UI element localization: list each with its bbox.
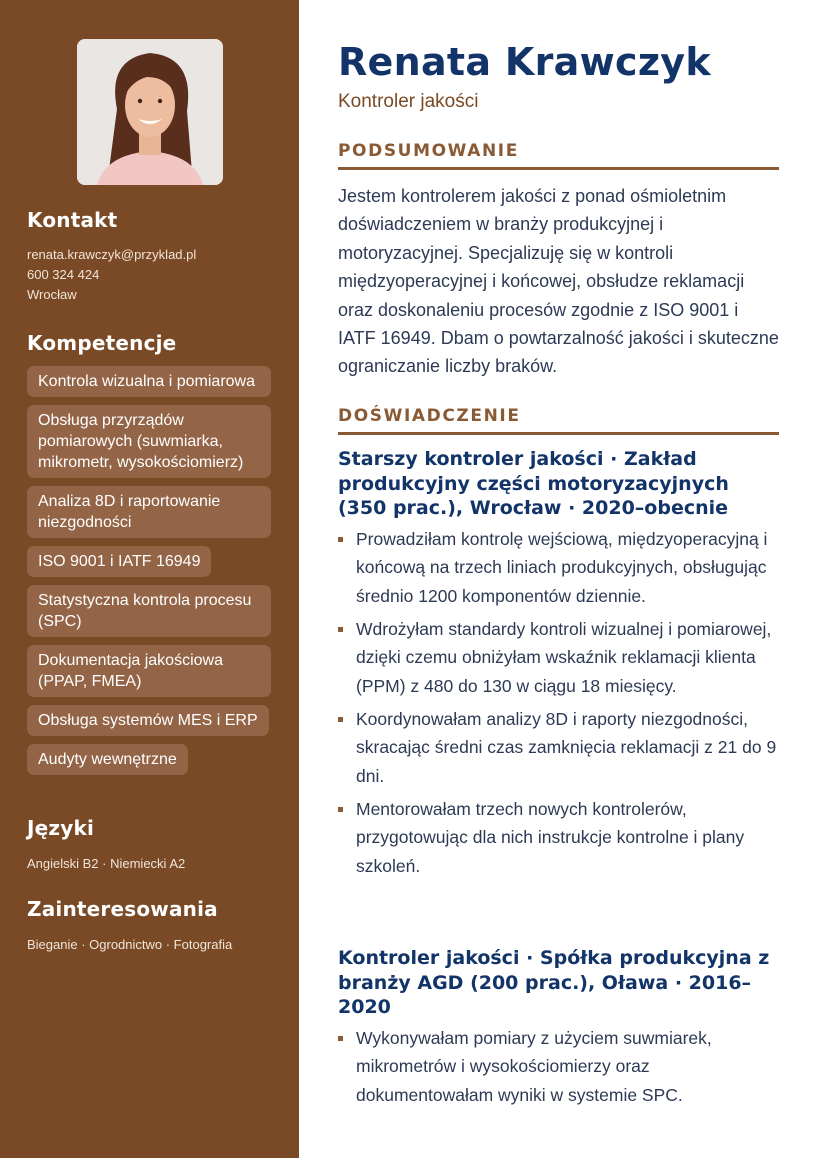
summary-text: Jestem kontrolerem jakości z ponad ośmioletnim doświadczeniem w branży produkcyjnej i motoryzacyjnej. Specjalizuję się w kontroli międzyoperacyjnej i końcowej, obsłudze reklamacji oraz doskonaleniu procesów zgodnie z ISO 9001 i IATF 16949. Dbam o powtarzalność jakości i skuteczne ograniczanie liczby braków. xyxy=(338,186,779,377)
skills-heading: Kompetencje xyxy=(27,331,177,355)
bullet-text: Mentorowałam trzech nowych kontrolerów, przygotowując dla nich instrukcje kontrolne i plany szkoleń. xyxy=(356,798,745,876)
contact-section xyxy=(27,208,277,305)
summary-heading: PODSUMOWANIE xyxy=(338,141,779,170)
skill-chip: Obsługa systemów MES i ERP xyxy=(27,705,269,736)
interests-section xyxy=(27,897,287,955)
interests-heading: Zainteresowania xyxy=(27,897,218,921)
job-title: Kontroler jakości · Spółka produkcyjna z branży AGD (200 prac.), Oława · 2016–2020 xyxy=(338,947,770,1018)
bullet-icon xyxy=(338,1036,343,1041)
list-item xyxy=(338,1024,779,1110)
bullet-text: Wdrożyłam standardy kontroli wizualnej i pomiarowej, dzięki czemu obniżyłam wskaźnik reklamacji klienta (PPM) z 480 do 130 w ciągu 18 miesięcy. xyxy=(356,618,772,696)
bullet-text: Koordynowałam analizy 8D i raporty niezgodności, skracając średni czas zamknięcia reklamacji z 21 do 9 dni. xyxy=(356,708,777,786)
experience-heading: DOŚWIADCZENIE xyxy=(338,406,779,435)
languages-heading: Języki xyxy=(27,816,95,840)
interests-text: Bieganie · Ogrodnictwo · Fotografia xyxy=(27,937,233,952)
bullet-text: Wykonywałam pomiary z użyciem suwmiarek, mikrometrów i wysokościomierzy oraz dokumentowałam wyniki w systemie SPC. xyxy=(356,1027,712,1105)
skill-chip: Kontrola wizualna i pomiarowa xyxy=(27,366,271,397)
city-text: Wrocław xyxy=(27,287,77,302)
list-item xyxy=(338,525,779,611)
skill-chip: Statystyczna kontrola procesu (SPC) xyxy=(27,585,271,637)
skill-chip: Analiza 8D i raportowanie niezgodności xyxy=(27,486,271,538)
profile-photo xyxy=(77,39,223,185)
person-name: Renata Krawczyk xyxy=(338,40,711,84)
skill-chip: ISO 9001 i IATF 16949 xyxy=(27,546,211,577)
job-entry xyxy=(338,946,779,1114)
job-title: Starszy kontroler jakości · Zakład produkcyjny części motoryzacyjnych (350 prac.), Wrocław · 2020–obecnie xyxy=(338,448,729,519)
skill-chip: Audyty wewnętrzne xyxy=(27,744,188,775)
phone-text: 600 324 424 xyxy=(27,267,100,282)
portrait-image xyxy=(77,39,223,185)
bullet-icon xyxy=(338,627,343,632)
job-role: Kontroler jakości xyxy=(338,91,479,112)
bullet-icon xyxy=(338,537,343,542)
skill-chip: Obsługa przyrządów pomiarowych (suwmiarka, mikrometr, wysokościomierz) xyxy=(27,405,271,478)
list-item xyxy=(338,615,779,701)
bullet-text: Prowadziłam kontrolę wejściową, międzyoperacyjną i końcową na trzech liniach produkcyjnych, obsługując średnio 1200 komponentów dziennie. xyxy=(356,528,768,606)
languages-section xyxy=(27,816,277,874)
job-bullets xyxy=(338,525,779,881)
bullet-icon xyxy=(338,807,343,812)
list-item xyxy=(338,705,779,791)
job-bullets xyxy=(338,1024,779,1110)
skill-chip: Dokumentacja jakościowa (PPAP, FMEA) xyxy=(27,645,271,697)
bullet-icon xyxy=(338,717,343,722)
languages-text: Angielski B2 · Niemiecki A2 xyxy=(27,856,186,871)
list-item xyxy=(338,795,779,881)
skills-section xyxy=(27,331,277,783)
sidebar xyxy=(0,0,299,1158)
job-entry xyxy=(338,447,779,885)
contact-heading: Kontakt xyxy=(27,208,118,232)
email-text: renata.krawczyk@przyklad.pl xyxy=(27,247,197,262)
